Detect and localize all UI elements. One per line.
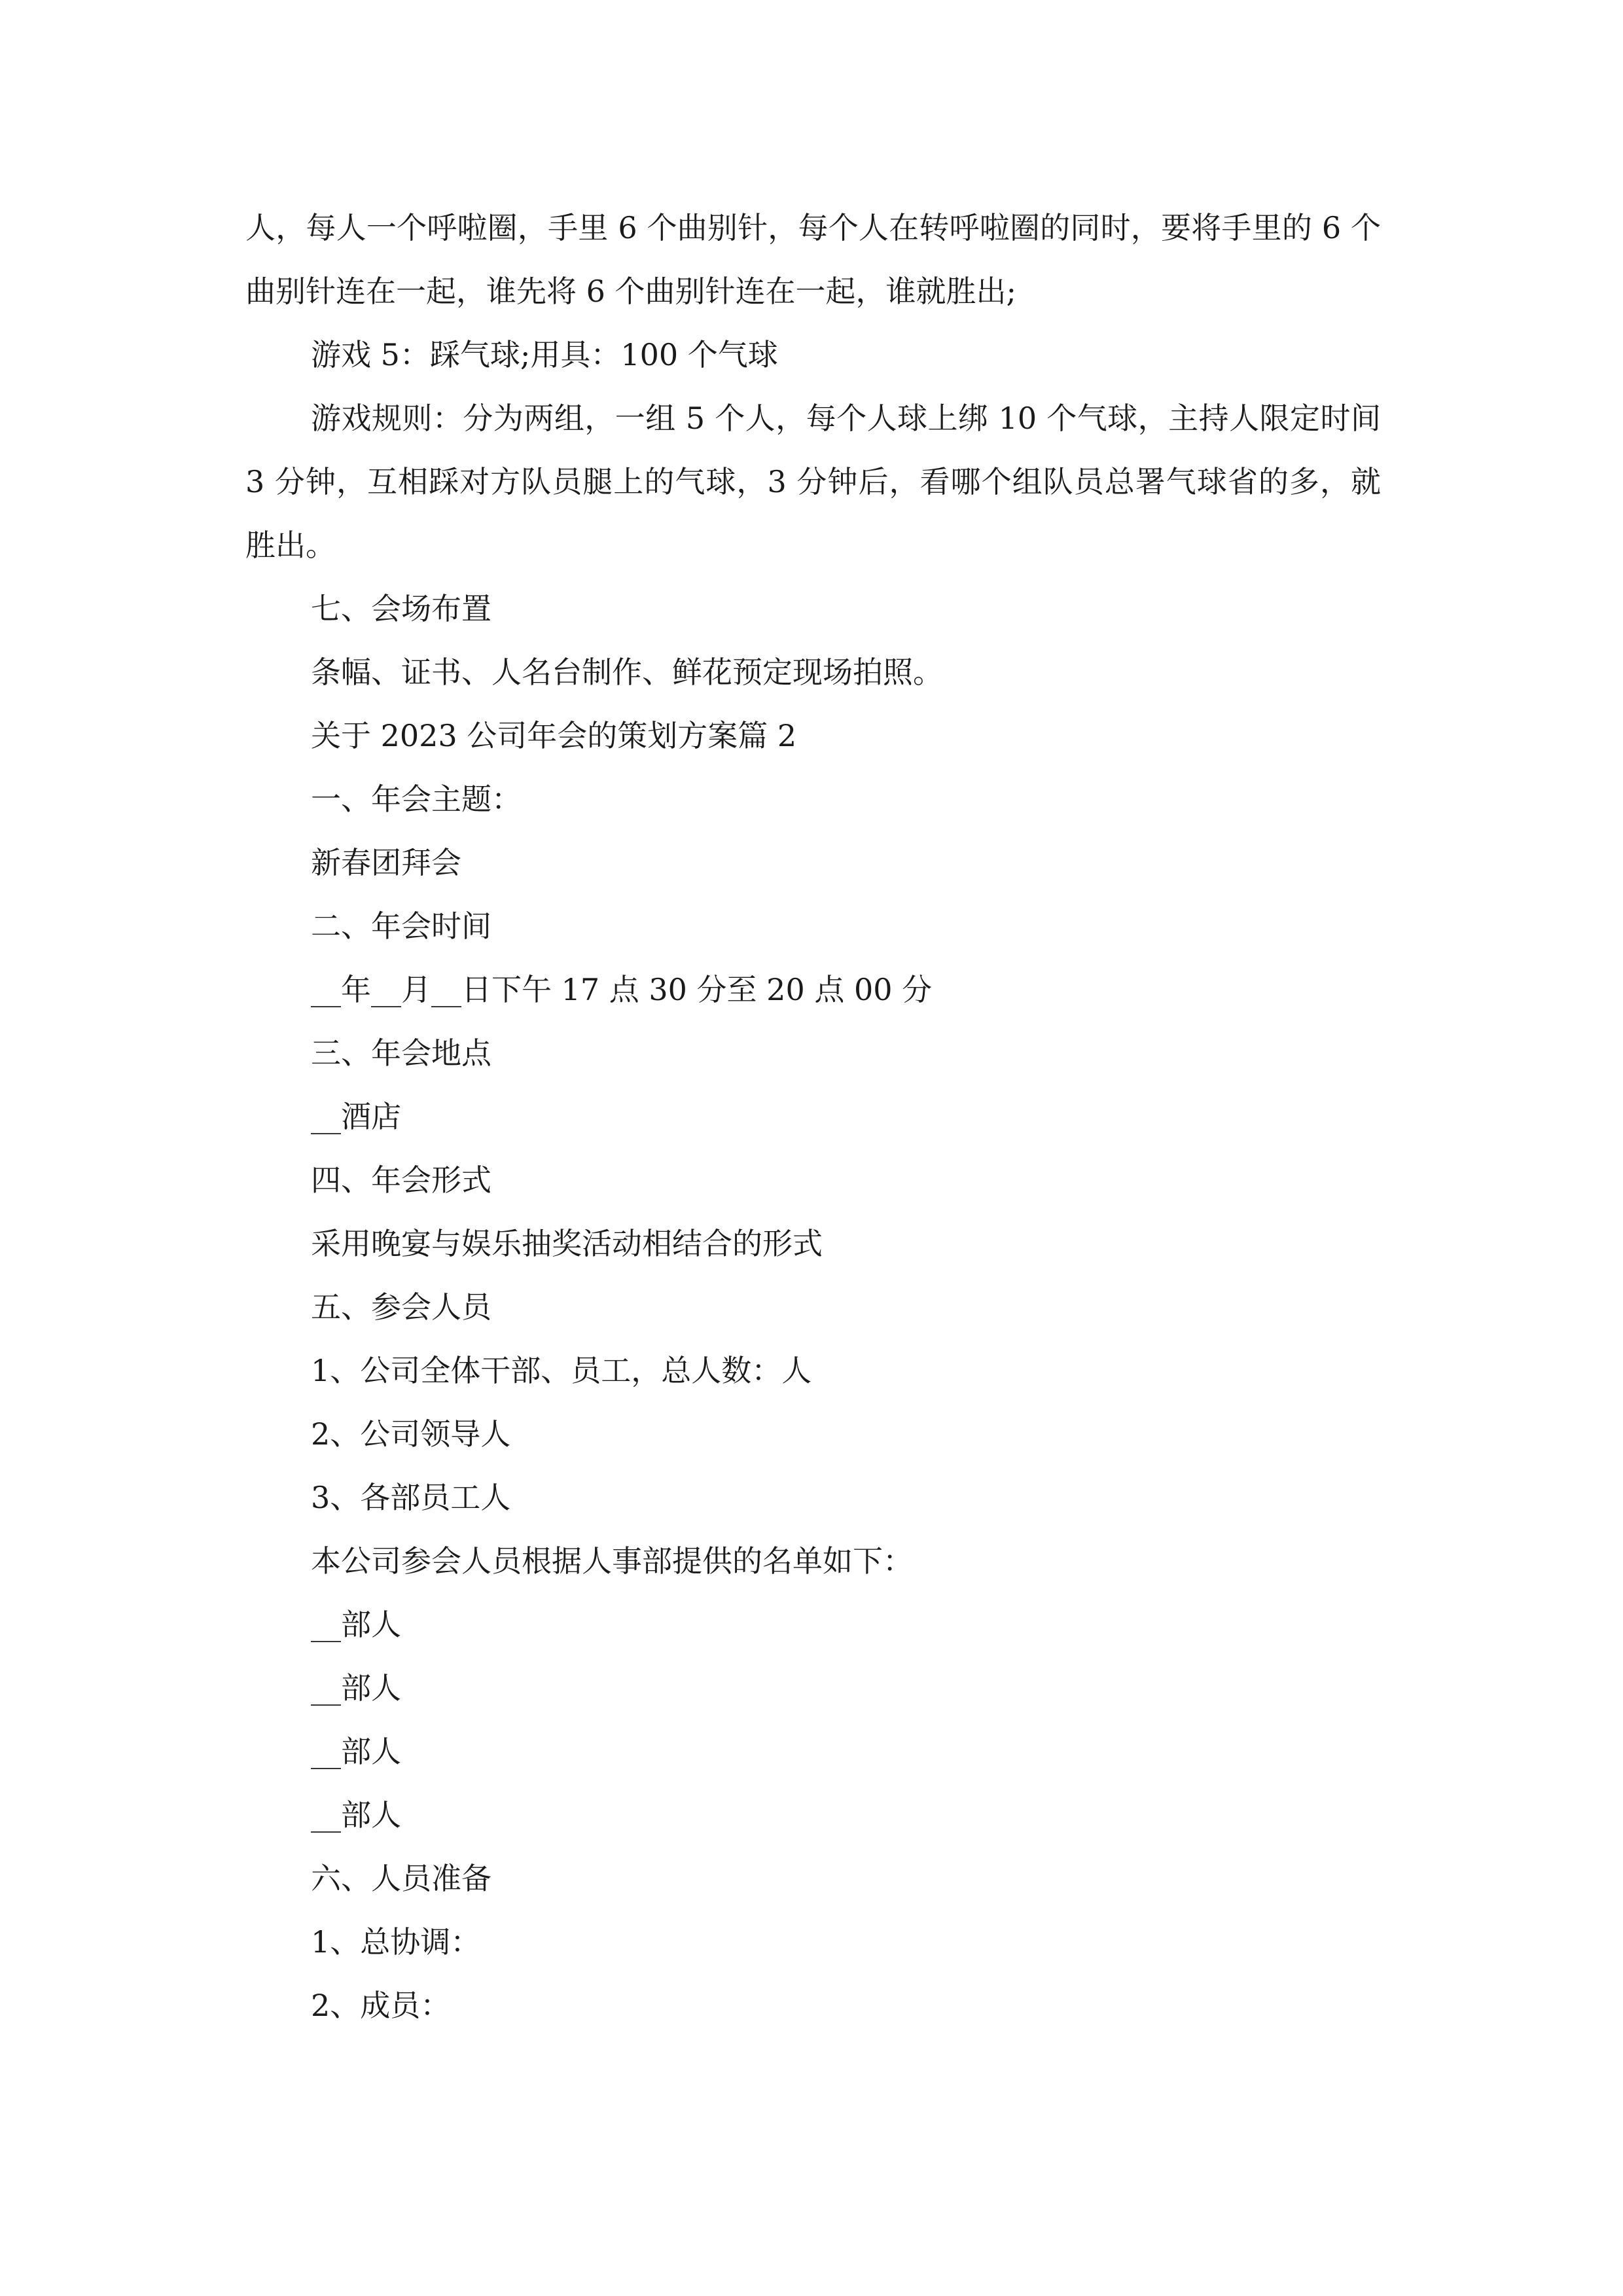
list-item: __部人 [311, 1734, 401, 1769]
list-item: 1、公司全体干部、员工，总人数：人 [311, 1353, 812, 1388]
section-heading: 四、年会形式 [311, 1162, 491, 1198]
list-item: 1、总协调： [311, 1924, 481, 1960]
list-item: 3、各部员工人 [311, 1480, 511, 1515]
document-body [245, 196, 1391, 2037]
list-item: 2、公司领导人 [311, 1416, 511, 1452]
paragraph: 新春团拜会 [311, 845, 461, 880]
section-heading: 一、年会主题： [311, 781, 522, 817]
paragraph: 人，每人一个呼啦圈，手里 6 个曲别针，每个人在转呼啦圈的同时，要将手里的 6 个曲别针连在一起，谁先将 6 个曲别针连在一起，谁就胜出; [245, 210, 1381, 309]
paragraph: __年__月__日下午 17 点 30 分至 20 点 00 分 [311, 972, 933, 1007]
section-heading: 七、会场布置 [311, 591, 491, 626]
document-title: 关于 2023 公司年会的策划方案篇 2 [311, 718, 797, 753]
list-item: __部人 [311, 1797, 401, 1833]
paragraph: 本公司参会人员根据人事部提供的名单如下： [311, 1543, 913, 1579]
section-heading: 五、参会人员 [311, 1289, 491, 1325]
paragraph: 采用晚宴与娱乐抽奖活动相结合的形式 [311, 1226, 823, 1261]
list-item: 2、成员： [311, 1988, 451, 2023]
section-heading: 六、人员准备 [311, 1861, 491, 1896]
paragraph: 游戏 5：踩气球;用具：100 个气球 [311, 337, 778, 372]
list-item: __部人 [311, 1670, 401, 1706]
paragraph: 游戏规则：分为两组，一组 5 个人，每个人球上绑 10 个气球，主持人限定时间 3 分钟，互相踩对方队员腿上的气球，3 分钟后，看哪个组队员总署气球省的多，就胜出。 [245, 401, 1391, 563]
list-item: __部人 [311, 1607, 401, 1642]
section-heading: 三、年会地点 [311, 1035, 491, 1071]
paragraph: 条幅、证书、人名台制作、鲜花预定现场拍照。 [311, 655, 943, 690]
section-heading: 二、年会时间 [311, 908, 491, 944]
paragraph: __酒店 [311, 1099, 401, 1134]
